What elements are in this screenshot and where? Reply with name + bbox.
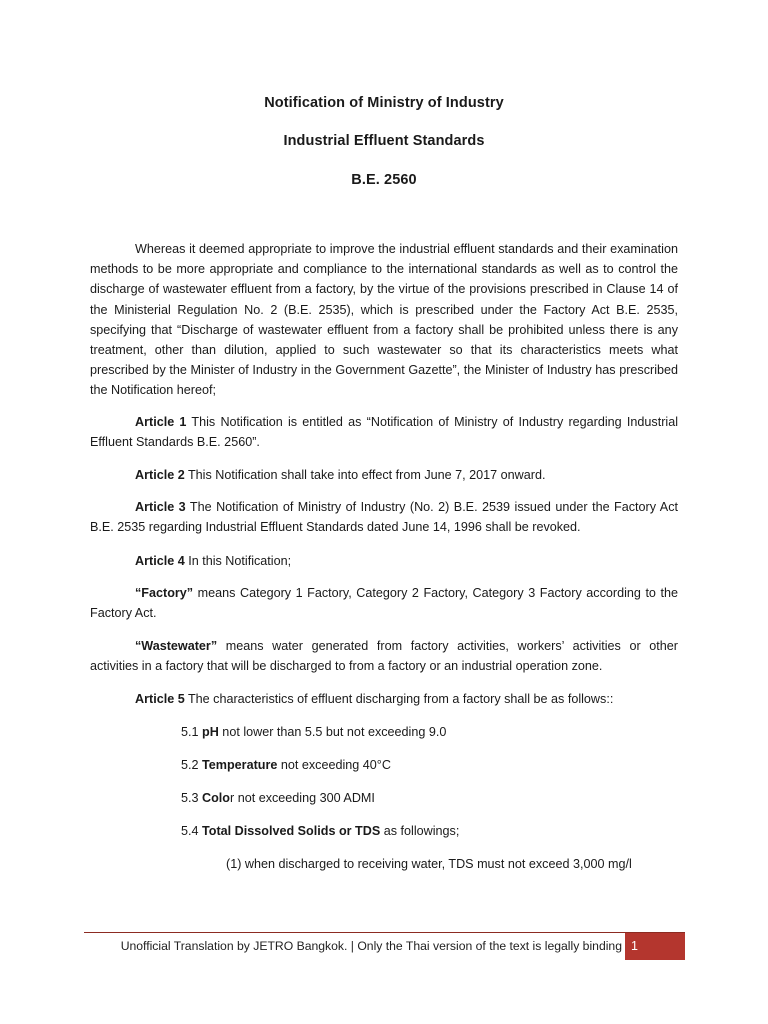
document-subtitle: Industrial Effluent Standards	[283, 133, 485, 149]
article-2-text: This Notification shall take into effect from June 7, 2017 onward.	[184, 468, 546, 482]
preamble-paragraph	[90, 239, 678, 401]
footer-disclaimer: Unofficial Translation by JETRO Bangkok. | Only the Thai version of the text is legally binding	[120, 939, 622, 953]
article-4-text: In this Notification;	[184, 554, 292, 568]
footer-divider	[84, 932, 685, 933]
article-3-text: The Notification of Ministry of Industry (No. 2) B.E. 2539 issued under the Factory Act B.E. 2535 regarding Industrial Effluent Standards dated June 14, 1996 shall be revoked.	[90, 500, 678, 535]
article-5-text: The characteristics of effluent discharging from a factory shall be as follows::	[184, 692, 614, 706]
definition-factory	[90, 583, 678, 623]
definition-factory-term: “Factory”	[135, 586, 194, 600]
definition-wastewater-text: means water generated from factory activities, workers’ activities or other activities in a factory that will be discharged to from a factory or an industrial operation zone.	[90, 639, 678, 674]
subitem-1: (1) when discharged to receiving water, TDS must not exceed 3,000 mg/l	[226, 857, 632, 871]
item-5-4: 5.4 Total Dissolved Solids or TDS as followings;	[181, 824, 460, 838]
document-title: Notification of Ministry of Industry	[264, 95, 504, 111]
definition-factory-text: means Category 1 Factory, Category 2 Factory, Category 3 Factory according to the Factory Act.	[90, 586, 678, 621]
article-4	[90, 551, 678, 571]
article-2-label: Article 2	[135, 468, 185, 482]
item-5-1: 5.1 pH not lower than 5.5 but not exceeding 9.0	[181, 725, 447, 739]
article-3	[90, 497, 678, 537]
article-4-label: Article 4	[135, 554, 185, 568]
article-5-label: Article 5	[135, 692, 185, 706]
definition-wastewater-term: “Wastewater”	[135, 639, 218, 653]
item-5-2: 5.2 Temperature not exceeding 40°C	[181, 758, 391, 772]
article-1-label: Article 1	[135, 415, 187, 429]
article-1-text: This Notification is entitled as “Notification of Ministry of Industry regarding Industrial Effluent Standards B.E. 2560”.	[90, 415, 679, 450]
article-3-label: Article 3	[135, 500, 186, 514]
definition-wastewater	[90, 636, 678, 676]
document-year: B.E. 2560	[351, 172, 417, 188]
preamble-text: Whereas it deemed appropriate to improve the industrial effluent standards and their examination methods to be more appropriate and compliance to the international standards as well as to control the discharge of wastewater effluent from a factory, by the virtue of the provisions prescribed in Clause 14 of the Ministerial Regulation No. 2 (B.E. 2535), which is prescribed under the Factory Act B.E. 2535, specifying that “Discharge of wastewater effluent from a factory shall be prohibited unless there is any treatment, other than dilution, applied to such wastewater so that its characteristics meets what prescribed by the Minister of Industry in the Government Gazette”, the Minister of Industry has prescribed the Notification hereof;	[90, 242, 678, 398]
item-5-3: 5.3 Color not exceeding 300 ADMI	[181, 791, 375, 805]
page-number-badge: 1	[625, 933, 685, 960]
article-1	[90, 412, 678, 452]
article-5	[90, 689, 678, 709]
article-2	[90, 465, 678, 485]
